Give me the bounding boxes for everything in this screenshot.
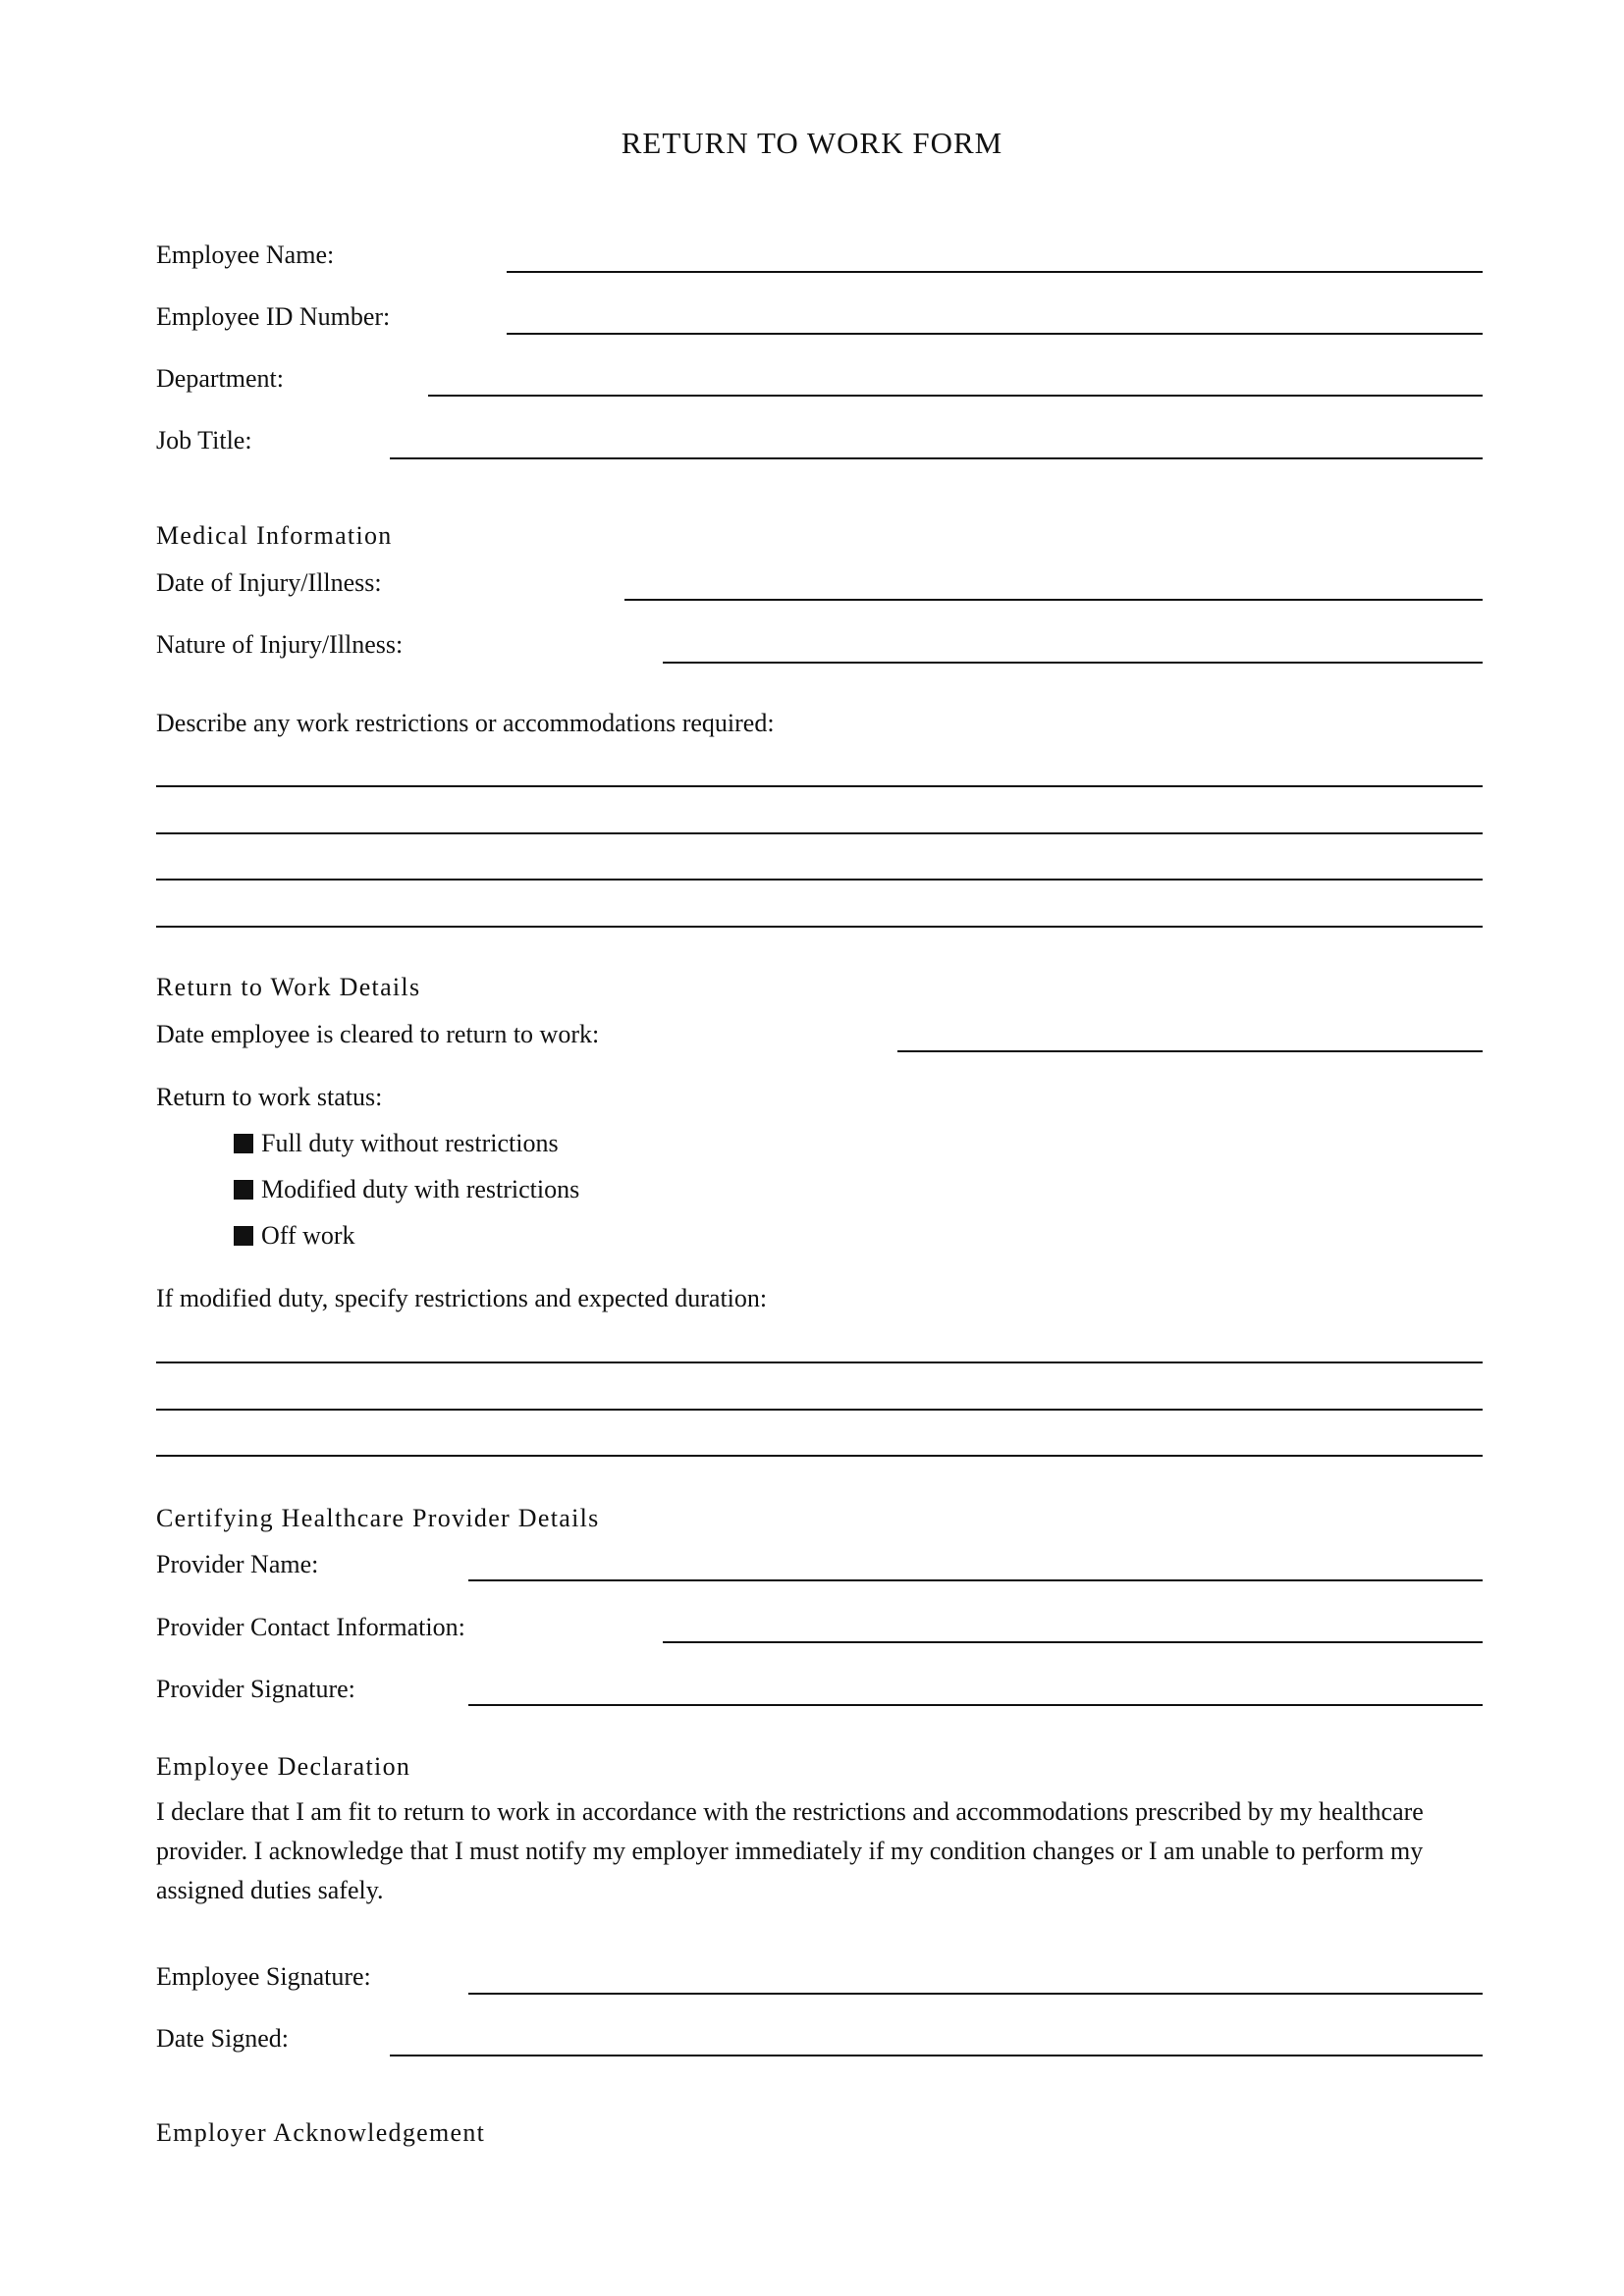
provider-signature-label: Provider Signature: — [156, 1675, 355, 1703]
restrictions-line-4[interactable] — [156, 926, 1483, 928]
restrictions-line-1[interactable] — [156, 785, 1483, 787]
employee-signature-label: Employee Signature: — [156, 1962, 371, 1991]
employee-name-field[interactable] — [507, 271, 1483, 273]
status-option-modified-duty[interactable] — [234, 1174, 579, 1205]
injury-nature-label: Nature of Injury/Illness: — [156, 630, 404, 659]
checkbox-filled-icon[interactable] — [234, 1134, 253, 1153]
injury-date-field[interactable] — [624, 599, 1483, 601]
job-title-label: Job Title: — [156, 426, 252, 454]
declaration-text: I declare that I am fit to return to work in accordance with the restrictions and accommodations prescribed by my healthcare provider. I acknowledge that I must notify my employer immediately if my condition changes or I am unable to perform my assigned duties safely. — [156, 1797, 1424, 1904]
date-signed-field[interactable] — [390, 2055, 1483, 2056]
employee-name-label: Employee Name: — [156, 240, 335, 269]
provider-contact-label: Provider Contact Information: — [156, 1613, 465, 1641]
checkbox-filled-icon[interactable] — [234, 1180, 253, 1200]
modified-duty-line-1[interactable] — [156, 1362, 1483, 1363]
employee-signature-field[interactable] — [468, 1993, 1483, 1995]
return-details-heading: Return to Work Details — [156, 973, 421, 1001]
provider-name-label: Provider Name: — [156, 1550, 319, 1578]
modified-duty-line-2[interactable] — [156, 1409, 1483, 1411]
status-option-label: Modified duty with restrictions — [261, 1175, 580, 1203]
cleared-date-label: Date employee is cleared to return to work: — [156, 1020, 600, 1048]
medical-information-heading: Medical Information — [156, 521, 393, 550]
form-title: RETURN TO WORK FORM — [621, 126, 1003, 160]
provider-signature-field[interactable] — [468, 1704, 1483, 1706]
provider-name-field[interactable] — [468, 1579, 1483, 1581]
department-field[interactable] — [428, 395, 1483, 397]
employee-id-field[interactable] — [507, 333, 1483, 335]
modified-duty-line-3[interactable] — [156, 1455, 1483, 1457]
restrictions-prompt: Describe any work restrictions or accommodations required: — [156, 709, 775, 737]
employer-heading: Employer Acknowledgement — [156, 2118, 486, 2147]
status-option-full-duty[interactable] — [234, 1128, 559, 1159]
status-option-off-work[interactable] — [234, 1220, 355, 1252]
declaration-heading: Employee Declaration — [156, 1752, 411, 1781]
restrictions-line-3[interactable] — [156, 879, 1483, 881]
restrictions-line-2[interactable] — [156, 832, 1483, 834]
job-title-field[interactable] — [390, 457, 1483, 459]
cleared-date-field[interactable] — [897, 1050, 1483, 1052]
employee-id-label: Employee ID Number: — [156, 302, 391, 331]
modified-duty-prompt: If modified duty, specify restrictions and expected duration: — [156, 1284, 768, 1312]
date-signed-label: Date Signed: — [156, 2024, 290, 2053]
provider-contact-field[interactable] — [663, 1641, 1483, 1643]
department-label: Department: — [156, 364, 284, 393]
return-status-label: Return to work status: — [156, 1083, 383, 1111]
injury-date-label: Date of Injury/Illness: — [156, 568, 382, 597]
status-option-label: Off work — [261, 1221, 355, 1250]
provider-heading: Certifying Healthcare Provider Details — [156, 1504, 600, 1532]
checkbox-filled-icon[interactable] — [234, 1226, 253, 1246]
status-option-label: Full duty without restrictions — [261, 1129, 559, 1157]
injury-nature-field[interactable] — [663, 662, 1483, 664]
